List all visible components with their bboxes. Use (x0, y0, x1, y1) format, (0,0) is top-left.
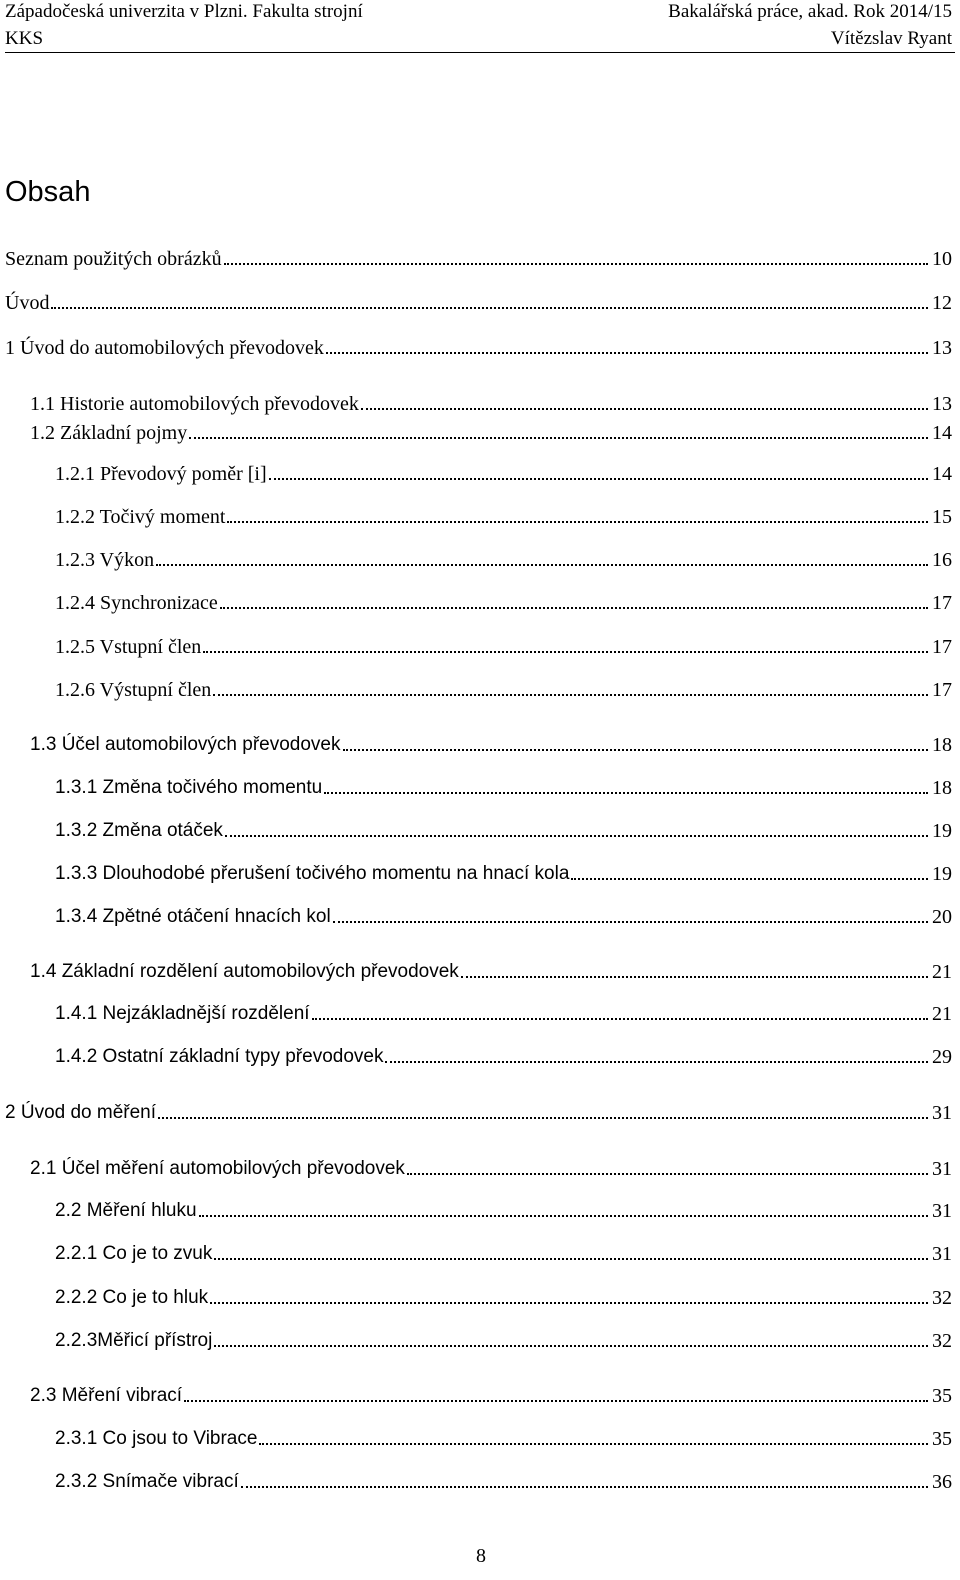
toc-entry[interactable] (55, 460, 952, 486)
toc-entry[interactable] (30, 958, 952, 984)
toc-entry-label: 2.3.2 Snímače vibrací (55, 1471, 239, 1492)
toc-entry-page: 31 (932, 1200, 952, 1222)
toc-entry-label: 2.3 Měření vibrací (30, 1385, 183, 1406)
toc-entry-label: 1.3.1 Změna točivého momentu (55, 777, 323, 798)
toc-entry-label: 1.3.4 Zpětné otáčení hnacích kol (55, 906, 331, 927)
toc-dot-leader (571, 878, 928, 880)
toc-entry-label: 1.3.3 Dlouhodobé přerušení točivého momentu na hnací kola (55, 863, 570, 884)
toc-dot-leader (156, 564, 928, 566)
toc-entry[interactable] (5, 334, 952, 360)
toc-entry-label: Úvod (5, 292, 50, 314)
toc-entry[interactable] (55, 589, 952, 615)
toc-entry[interactable] (30, 1155, 952, 1181)
header-department: KKS (5, 28, 44, 49)
toc-entry-label: 1.2.5 Vstupní člen (55, 636, 202, 658)
toc-entry-page: 35 (932, 1428, 952, 1450)
toc-dot-leader (461, 976, 928, 978)
toc-entry-page: 17 (932, 636, 952, 658)
toc-entry[interactable] (55, 1327, 952, 1353)
toc-entry-page: 17 (932, 679, 952, 701)
toc-entry-page: 13 (932, 393, 952, 415)
toc-entry-label: 1.2.6 Výstupní člen (55, 679, 212, 701)
page-number: 8 (476, 1545, 486, 1567)
toc-entry[interactable] (5, 245, 952, 271)
toc-entry-page: 19 (932, 863, 952, 885)
toc-entry-page: 21 (932, 1003, 952, 1025)
toc-entry-page: 15 (932, 506, 952, 528)
toc-dot-leader (203, 651, 928, 653)
toc-dot-leader (220, 607, 928, 609)
toc-entry-label: 1.3 Účel automobilových převodovek (30, 734, 341, 755)
toc-entry[interactable] (55, 1043, 952, 1069)
header-thesis-info: Bakalářská práce, akad. Rok 2014/15 (668, 1, 952, 22)
toc-entry-label: 1.2.4 Synchronizace (55, 592, 218, 614)
toc-entry-page: 21 (932, 961, 952, 983)
toc-dot-leader (210, 1302, 928, 1304)
toc-entry-label: 1.2.2 Točivý moment (55, 506, 226, 528)
toc-dot-leader (158, 1117, 928, 1119)
toc-entry-page: 18 (932, 734, 952, 756)
toc-dot-leader (213, 694, 928, 696)
toc-entry-label: 1.2.3 Výkon (55, 549, 155, 571)
toc-entry-label: 2.3.1 Co jsou to Vibrace (55, 1428, 258, 1449)
toc-entry[interactable] (5, 289, 952, 315)
toc-dot-leader (407, 1173, 928, 1175)
toc-dot-leader (324, 792, 928, 794)
toc-entry-page: 31 (932, 1102, 952, 1124)
toc-entry-label: 1.4.2 Ostatní základní typy převodovek (55, 1046, 384, 1067)
toc-entry-label: 2.2.3Měřicí přístroj (55, 1330, 213, 1351)
toc-entry-label: 1.3.2 Změna otáček (55, 820, 223, 841)
toc-dot-leader (343, 749, 928, 751)
toc-entry[interactable] (55, 1197, 952, 1223)
toc-entry[interactable] (55, 1240, 952, 1266)
toc-entry[interactable] (55, 774, 952, 800)
toc-entry-page: 12 (932, 292, 952, 314)
toc-entry[interactable] (55, 817, 952, 843)
toc-entry-page: 32 (932, 1287, 952, 1309)
toc-entry[interactable] (55, 633, 952, 659)
toc-dot-leader (189, 437, 928, 439)
toc-entry-page: 18 (932, 777, 952, 799)
toc-dot-leader (269, 478, 928, 480)
toc-entry[interactable] (30, 419, 952, 445)
toc-dot-leader (312, 1018, 928, 1020)
header-author: Vítězslav Ryant (830, 28, 952, 49)
toc-entry-label: 1.4 Základní rozdělení automobilových převodovek (30, 961, 459, 982)
toc-entry-label: 2.2 Měření hluku (55, 1200, 197, 1221)
toc-dot-leader (199, 1215, 928, 1217)
toc-entry-page: 16 (932, 549, 952, 571)
toc-entry[interactable] (55, 1000, 952, 1026)
toc-dot-leader (184, 1400, 928, 1402)
toc-entry-label: 1.2.1 Převodový poměr [i] (55, 463, 267, 485)
toc-dot-leader (227, 521, 928, 523)
toc-dot-leader (326, 352, 928, 354)
toc-entry[interactable] (55, 503, 952, 529)
toc-entry-page: 31 (932, 1158, 952, 1180)
toc-entry[interactable] (30, 390, 952, 416)
toc-entry-page: 29 (932, 1046, 952, 1068)
toc-entry-page: 13 (932, 337, 952, 359)
toc-entry-page: 19 (932, 820, 952, 842)
toc-entry-page: 20 (932, 906, 952, 928)
toc-entry-label: 2.1 Účel měření automobilových převodovek (30, 1158, 405, 1179)
toc-entry-page: 31 (932, 1243, 952, 1265)
toc-entry[interactable] (55, 546, 952, 572)
toc-entry-page: 14 (932, 422, 952, 444)
toc-dot-leader (361, 408, 928, 410)
toc-entry-label: 1.1 Historie automobilových převodovek (30, 393, 359, 415)
toc-dot-leader (214, 1258, 928, 1260)
toc-entry-label: 2 Úvod do měření (5, 1102, 157, 1123)
toc-entry-label: 1.2 Základní pojmy (30, 422, 188, 444)
toc-entry[interactable] (5, 1099, 952, 1125)
toc-dot-leader (225, 835, 928, 837)
toc-entry[interactable] (55, 1284, 952, 1310)
toc-entry[interactable] (55, 676, 952, 702)
toc-entry-page: 17 (932, 592, 952, 614)
toc-entry[interactable] (55, 903, 952, 929)
toc-entry[interactable] (30, 731, 952, 757)
toc-entry-label: Seznam použitých obrázků (5, 248, 222, 270)
toc-title: Obsah (5, 176, 91, 208)
toc-entry-label: 1.4.1 Nejzákladnější rozdělení (55, 1003, 310, 1024)
toc-dot-leader (333, 921, 928, 923)
toc-entry[interactable] (55, 1468, 952, 1494)
toc-entry-page: 36 (932, 1471, 952, 1493)
toc-dot-leader (224, 263, 928, 265)
toc-dot-leader (241, 1486, 928, 1488)
toc-entry-label: 1 Úvod do automobilových převodovek (5, 337, 324, 359)
toc-entry-label: 2.2.2 Co je to hluk (55, 1287, 209, 1308)
toc-entry[interactable] (55, 1425, 952, 1451)
toc-dot-leader (259, 1443, 928, 1445)
toc-entry-page: 10 (932, 248, 952, 270)
toc-dot-leader (214, 1345, 928, 1347)
toc-dot-leader (385, 1061, 928, 1063)
toc-entry[interactable] (30, 1382, 952, 1408)
toc-entry-label: 2.2.1 Co je to zvuk (55, 1243, 213, 1264)
toc-entry-page: 35 (932, 1385, 952, 1407)
toc-entry-page: 14 (932, 463, 952, 485)
header-university: Západočeská univerzita v Plzni. Fakulta strojní (5, 1, 363, 22)
toc-entry-page: 32 (932, 1330, 952, 1352)
toc-dot-leader (51, 307, 928, 309)
toc-entry[interactable] (55, 860, 952, 886)
